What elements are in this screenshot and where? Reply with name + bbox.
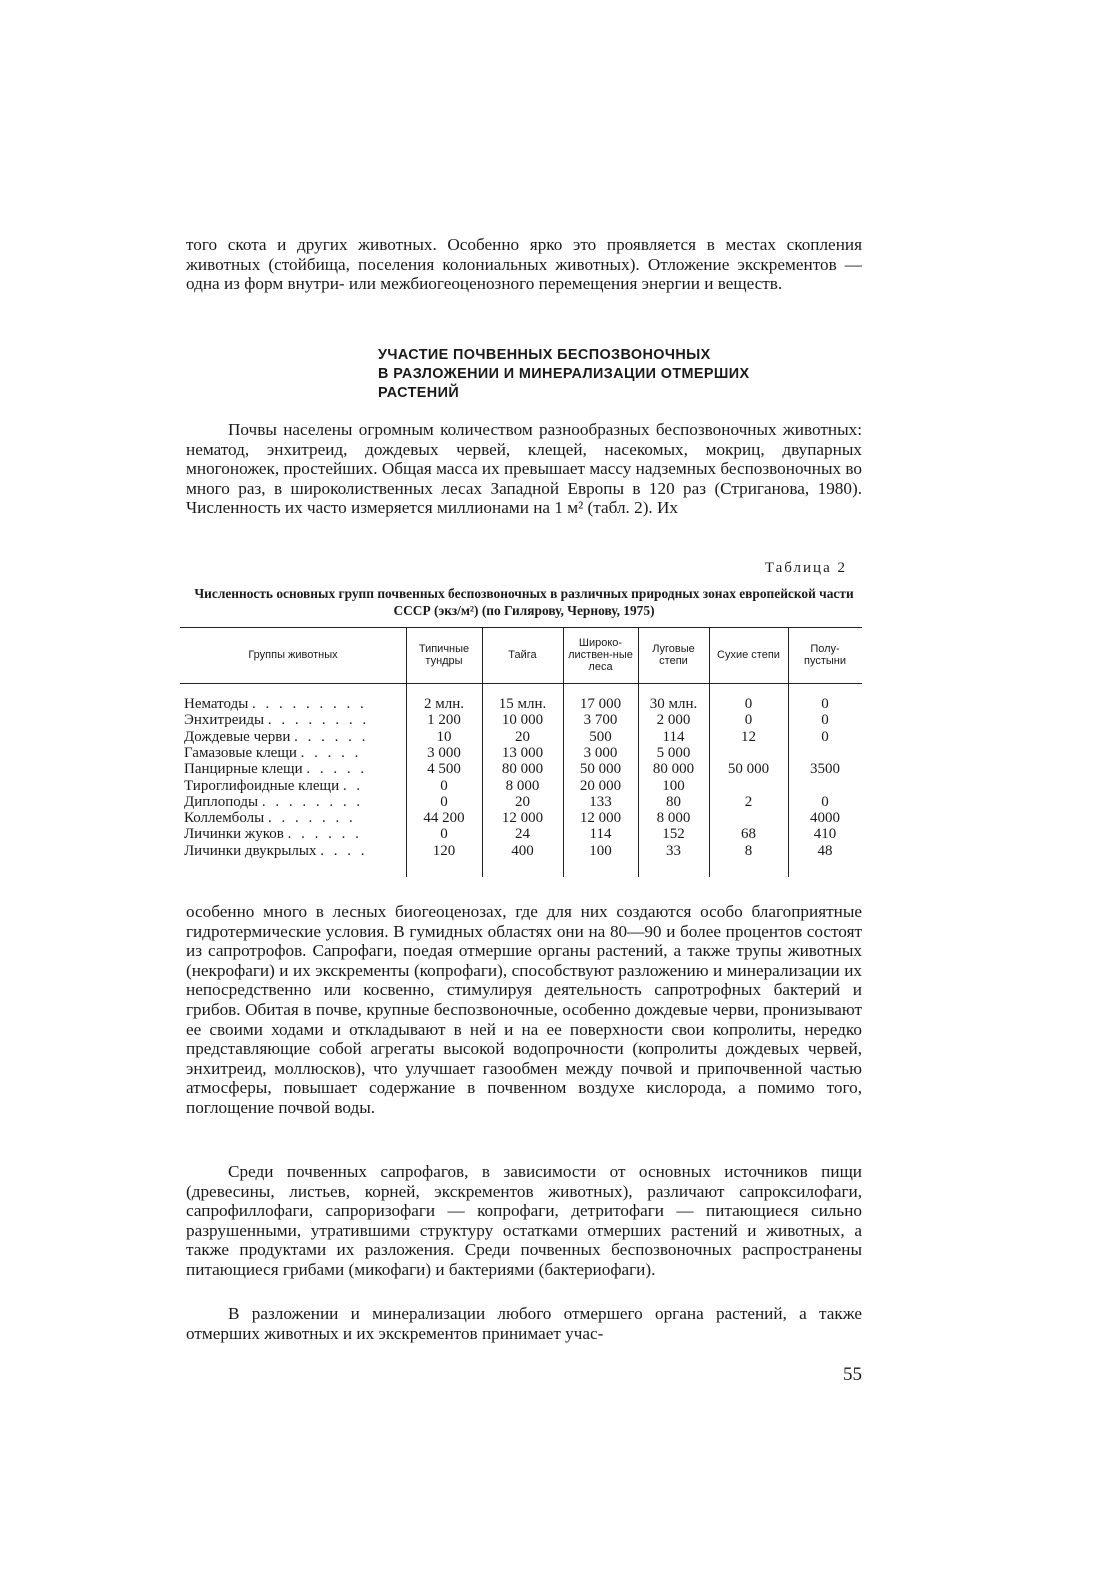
table-header-groups: Группы животных <box>248 649 338 661</box>
table-cell-group-name <box>184 810 402 827</box>
table-cell-value: 0 <box>440 777 448 794</box>
table-cell-value <box>788 745 862 762</box>
group-name-text: Гамазовые клещи <box>184 744 297 761</box>
table-cell-value: 4000 <box>810 810 840 827</box>
table-cell-value: 33 <box>666 842 681 859</box>
table-cell-value: 0 <box>440 826 448 843</box>
table-row <box>180 843 862 860</box>
table-cell-value: 0 <box>440 793 448 810</box>
table-cell-value: 3 000 <box>427 744 461 761</box>
table-cell-value: 8 <box>744 842 753 859</box>
intro-paragraph: Почвы населены огромным количеством разнообразных беспозвоночных животных: нематод, энхитреид, дождевых червей, клещей, насекомых, мокриц, двупарных многоножек, простейших. Общая масса их превышает массу надземных беспозвоночных во много раз, в широколиственных лесах Западной Европы в 120 раз (Стриганова, 1980). Численность их часто измеряется миллионами на 1 м² (табл. 2). Их <box>186 420 862 518</box>
table-cell-value: 0 <box>821 696 829 712</box>
table-cell-value <box>788 778 862 795</box>
leader-dots: . . . . . <box>306 761 368 778</box>
table-top-rule <box>180 627 862 628</box>
table-cell-value: 10 000 <box>501 712 544 729</box>
leader-dots: . . . . . . . . <box>267 712 370 729</box>
table-cell-value: 0 <box>744 696 753 712</box>
leader-dots: . . . . . <box>300 744 362 761</box>
table-cell-value: 20 <box>515 793 530 810</box>
table-cell-value: 12 <box>741 728 756 745</box>
table-cell-value: 0 <box>821 728 829 745</box>
table-row <box>180 810 862 827</box>
table-cell-value: 8 000 <box>656 810 691 827</box>
table-cell-value: 20 <box>515 728 530 745</box>
table-cell-value <box>709 810 788 827</box>
table-row <box>180 778 862 795</box>
table-cell-value: 133 <box>589 793 612 810</box>
section-heading-line-1: УЧАСТИЕ ПОЧВЕННЫХ БЕСПОЗВОНОЧНЫХ <box>378 347 711 363</box>
table-cell-value: 50 000 <box>579 761 622 778</box>
leader-dots: . . . . . . . . <box>261 793 364 810</box>
group-name-text: Дождевые черви <box>184 728 291 745</box>
table-row <box>180 729 862 746</box>
table-cell-value: 20 000 <box>579 777 622 794</box>
table-cell-value: 400 <box>511 842 534 859</box>
top-paragraph: того скота и других животных. Особенно ярко это проявляется в местах скопления животных (стойбища, поселения колониальных животных). Отложение экскрементов — одна из форм внутри- или межбиогеоценозного перемещения энергии и веществ. <box>186 235 862 294</box>
table-cell-value: 0 <box>821 712 829 729</box>
leader-dots: . . . . . . . . . <box>252 696 367 712</box>
body-paragraph-1: особенно много в лесных биогеоценозах, где для них создаются особо благоприятные гидротермические условия. В гумидных областях они на 80—90 и более процентов состоят из сапротрофов. Сапрофаги, поедая отмершие органы растений, а также трупы животных (некрофаги) и их экскременты (копрофаги), способствуют разложению и минерализации их непосредственно или косвенно, стимулируя деятельность сапротрофных бактерий и грибов. Обитая в почве, крупные беспозвоночные, особенно дождевые черви, пронизывают ее своими ходами и откладывают в ней и на ее поверхности свои копролиты, нередко представляющие собой агрегаты высокой водопрочности (копролиты дождевых червей, энхитреид, моллюсков), что улучшает газообмен между почвой и припочвенной частью атмосферы, повышает содержание в почвенном воздухе кислорода, а помимо того, поглощение почвой воды. <box>186 902 862 1117</box>
leader-dots: . . . . . . <box>294 728 369 745</box>
table-header-tundra: Типичные тундры <box>418 643 470 667</box>
table-row <box>180 761 862 778</box>
table-cell-value <box>709 745 788 762</box>
table-label: Таблица 2 <box>764 560 847 576</box>
body-paragraph-3: В разложении и минерализации любого отмершего органа растений, а также отмерших животных и их экскрементов принимает учас- <box>186 1304 862 1343</box>
table-cell-group-name <box>184 826 402 843</box>
table-cell-value: 15 млн. <box>498 696 547 712</box>
table-cell-value: 80 <box>666 793 681 810</box>
table-cell-value <box>709 778 788 795</box>
group-name-text: Личинки двукрылых <box>184 842 317 859</box>
table-cell-value: 17 000 <box>579 696 622 712</box>
table-cell-value: 12 000 <box>501 810 544 827</box>
leader-dots: . . . . <box>320 842 368 859</box>
table-cell-value: 10 <box>436 728 452 745</box>
section-heading <box>378 346 858 403</box>
table-cell-value: 80 000 <box>652 761 695 778</box>
leader-dots: . . . . . . <box>287 826 362 843</box>
table-cell-value: 68 <box>741 826 756 843</box>
table-cell-value: 8 000 <box>505 777 540 794</box>
table-cell-value: 152 <box>662 826 685 843</box>
table-row <box>180 745 862 762</box>
table-cell-group-name <box>184 794 402 811</box>
group-name-text: Тироглифоидные клещи <box>184 777 340 794</box>
table-header-rule <box>180 683 862 684</box>
group-name-text: Коллемболы <box>184 810 265 827</box>
leader-dots: . . <box>342 777 364 794</box>
data-table <box>180 627 862 877</box>
group-name-text: Личинки жуков <box>184 826 284 843</box>
table-cell-value: 2 000 <box>656 712 691 729</box>
table-cell-value: 3 700 <box>583 712 618 729</box>
table-cell-value: 114 <box>662 728 685 745</box>
table-cell-value: 13 000 <box>501 744 544 761</box>
table-caption: Численность основных групп почвенных беспозвоночных в различных природных зонах европейской части СССР (экз/м²) (по Гилярову, Чернову, 1975) <box>194 586 854 618</box>
table-cell-value: 500 <box>589 728 612 745</box>
table-cell-value: 114 <box>589 826 612 843</box>
table-cell-value: 44 200 <box>423 810 465 827</box>
table-cell-value: 30 млн. <box>649 696 698 712</box>
table-cell-group-name <box>184 778 402 795</box>
table-cell-value: 48 <box>817 842 833 859</box>
table-cell-value: 24 <box>515 826 530 843</box>
table-cell-value: 100 <box>662 777 685 794</box>
table-cell-group-name <box>184 729 402 746</box>
table-cell-value: 410 <box>813 826 837 843</box>
leader-dots: . . . . . . . <box>267 810 356 827</box>
group-name-text: Энхитреиды <box>184 712 265 729</box>
group-name-text: Панцирные клещи <box>184 761 303 778</box>
table-cell-value: 3500 <box>810 761 840 778</box>
table-cell-group-name <box>184 696 402 713</box>
table-cell-value: 5 000 <box>656 744 691 761</box>
table-row <box>180 712 862 729</box>
table-header-semidesert: Полу-пустыни <box>804 643 846 667</box>
table-row <box>180 696 862 713</box>
table-cell-value: 100 <box>589 842 612 859</box>
table-cell-value: 0 <box>821 793 829 810</box>
page-number: 55 <box>843 1364 862 1385</box>
table-header-broadleaf-forest: Широко-листвен-ные леса <box>568 637 633 673</box>
table-cell-value: 4 500 <box>427 761 461 778</box>
table-header-meadow-steppe: Луговые степи <box>652 643 695 667</box>
table-cell-group-name <box>184 745 402 762</box>
table-cell-value: 3 000 <box>583 744 618 761</box>
table-cell-value: 80 000 <box>501 761 544 778</box>
section-heading-line-3: РАСТЕНИЙ <box>378 385 460 401</box>
table-cell-group-name <box>184 712 402 729</box>
table-cell-value: 50 000 <box>727 761 770 778</box>
table-cell-group-name <box>184 761 402 778</box>
body-paragraph-2: Среди почвенных сапрофагов, в зависимости от основных источников пищи (древесины, листьев, корней, экскрементов животных), различают сапроксилофаги, сапрофиллофаги, сапроризофаги — копрофаги, детритофаги — питающиеся сильно разрушенными, утратившими структуру остатками отмерших растений и животных, а также продуктами их разложения. Среди почвенных беспозвоночных распространены питающиеся грибами (микофаги) и бактериями (бактериофаги). <box>186 1162 862 1279</box>
table-cell-group-name <box>184 843 402 860</box>
table-cell-value: 2 <box>744 793 753 810</box>
group-name-text: Нематоды <box>184 696 249 712</box>
table-cell-value: 120 <box>432 842 456 859</box>
table-header-dry-steppe: Сухие степи <box>717 649 780 661</box>
table-cell-value: 0 <box>744 712 753 729</box>
table-cell-value: 12 000 <box>579 810 622 827</box>
table-row <box>180 826 862 843</box>
section-heading-line-2: В РАЗЛОЖЕНИИ И МИНЕРАЛИЗАЦИИ ОТМЕРШИХ <box>378 366 750 382</box>
table-cell-value: 1 200 <box>427 712 461 729</box>
group-name-text: Диплоподы <box>184 793 259 810</box>
table-cell-value: 2 млн. <box>423 696 464 712</box>
table-row <box>180 794 862 811</box>
table-header-taiga: Тайга <box>508 649 537 661</box>
